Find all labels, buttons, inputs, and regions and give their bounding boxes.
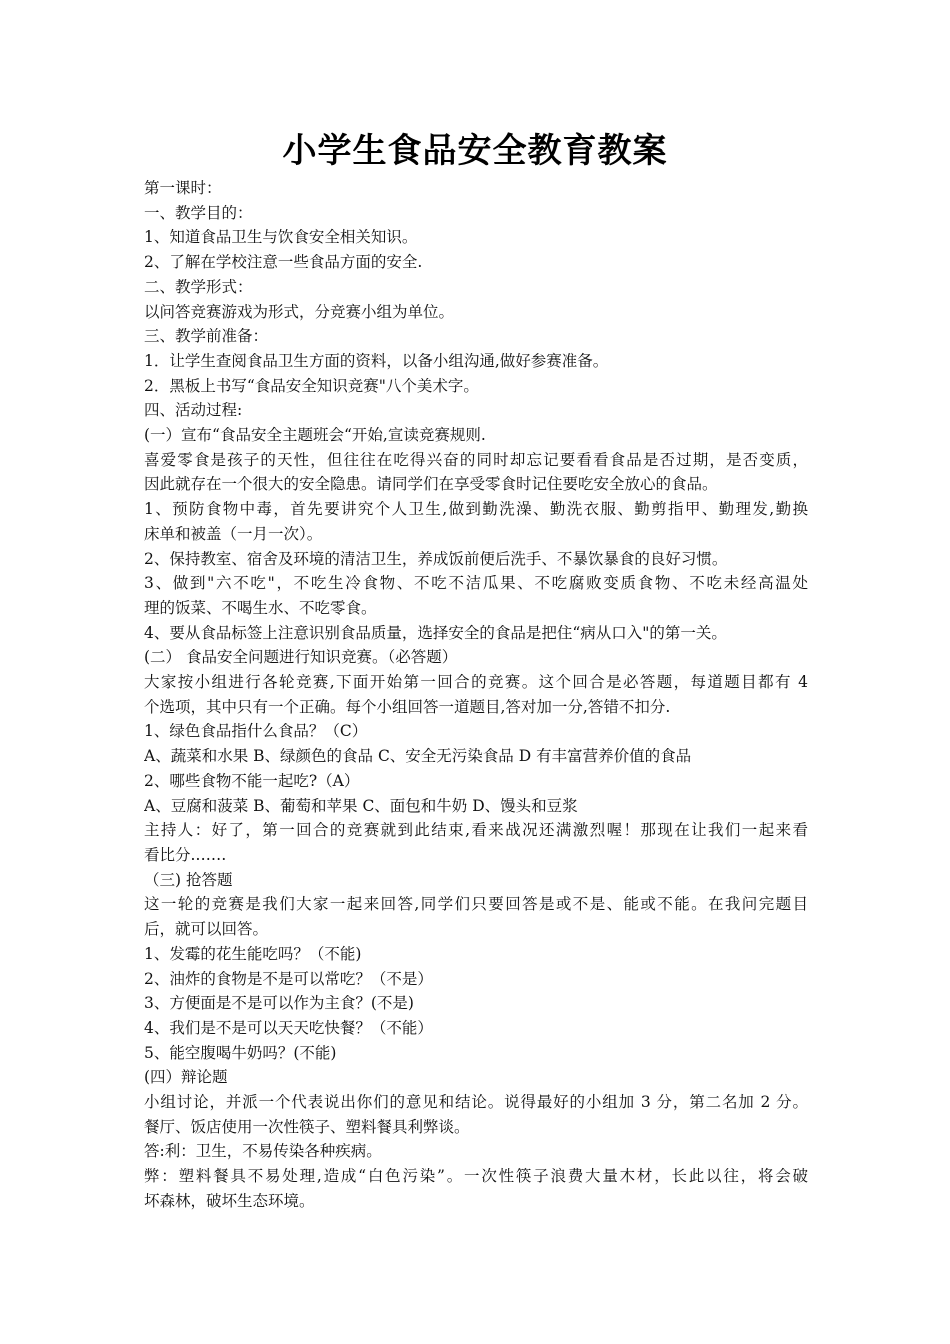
text-line: 后，就可以回答。 (144, 920, 269, 939)
text-line: 1、绿色食品指什么食品？（C） (144, 722, 368, 741)
text-line: 因此就存在一个很大的安全隐患。请同学们在享受零食时记住要吃安全放心的食品。 (144, 475, 718, 494)
document-body (144, 176, 808, 1214)
text-line: 答:利：卫生，不易传染各种疾病。 (144, 1142, 382, 1161)
text-line: 2、保持教室、宿舍及环境的清洁卫生，养成饭前便后洗手、不暴饮暴食的良好习惯。 (144, 549, 728, 568)
text-line: (一）宣布“食品安全主题班会“开始,宣读竞赛规则. (144, 426, 486, 445)
text-line: 坏森林，破坏生态环境。 (144, 1191, 315, 1210)
text-line: 看比分.…… (144, 845, 227, 864)
text-line: 主持人：好了，第一回合的竞赛就到此结束,看来战况还满激烈喔！那现在让我们一起来看 (144, 821, 808, 840)
text-line: 三、教学前准备： (144, 327, 269, 346)
text-line: 一、教学目的： (144, 203, 253, 222)
text-line: 四、活动过程: (144, 401, 243, 420)
text-line: （三) 抢答题 (144, 870, 233, 889)
text-line: 1、预防食物中毒，首先要讲究个人卫生,做到勤洗澡、勤洗衣服、勤剪指甲、勤理发,勤换 (144, 500, 808, 519)
text-line: 2、油炸的食物是不是可以常吃？（不是） (144, 969, 433, 988)
text-line: 个选项，其中只有一个正确。每个小组回答一道题目,答对加一分,答错不扣分. (144, 697, 671, 716)
text-line: 第一课时： (144, 179, 222, 197)
text-line: 1、知道食品卫生与饮食安全相关知识。 (144, 228, 418, 247)
text-line: 3、方便面是不是可以作为主食？(不是) (144, 994, 414, 1013)
text-line: 弊：塑料餐具不易处理,造成“白色污染”。一次性筷子浪费大量木材，长此以往，将会破 (144, 1167, 808, 1186)
text-line: 2、了解在学校注意一些食品方面的安全. (144, 253, 423, 272)
text-line: 4、要从食品标签上注意识别食品质量，选择安全的食品是把住“病从口入"的第一关。 (144, 623, 727, 642)
text-line: (四）辩论题 (144, 1068, 228, 1087)
text-line: 3、做到"六不吃"，不吃生冷食物、不吃不洁瓜果、不吃腐败变质食物、不吃未经高温处 (144, 574, 808, 593)
text-line: (二） 食品安全问题进行知识竞赛。（必答题） (144, 648, 458, 667)
text-line: 喜爱零食是孩子的天性，但往往在吃得兴奋的同时却忘记要看看食品是否过期，是否变质， (144, 450, 808, 469)
text-line: 1、发霉的花生能吃吗？（不能) (144, 944, 362, 963)
text-line: 以问答竞赛游戏为形式，分竞赛小组为单位。 (144, 302, 455, 321)
text-line: 小组讨论，并派一个代表说出你们的意见和结论。说得最好的小组加 3 分，第二名加 2 分。 (144, 1093, 808, 1112)
text-line: 二、教学形式： (144, 277, 253, 296)
text-line: A、豆腐和菠菜 B、葡萄和苹果 C、面包和牛奶 D、馒头和豆浆 (144, 796, 578, 815)
text-line: 5、能空腹喝牛奶吗？(不能) (144, 1043, 337, 1062)
text-line: 4、我们是不是可以天天吃快餐？（不能） (144, 1018, 433, 1037)
text-line: 1．让学生查阅食品卫生方面的资料，以备小组沟通,做好参赛准备。 (144, 351, 609, 370)
text-line: 大家按小组进行各轮竞赛,下面开始第一回合的竞赛。这个回合是必答题，每道题目都有 4 (144, 673, 808, 692)
text-line: 理的饭菜、不喝生水、不吃零食。 (144, 598, 377, 617)
text-line: 餐厅、饭店使用一次性筷子、塑料餐具利弊谈。 (144, 1117, 470, 1136)
text-line: 2、哪些食物不能一起吃?（A） (144, 771, 360, 790)
text-line: 这一轮的竞赛是我们大家一起来回答,同学们只要回答是或不是、能或不能。在我问完题目 (144, 895, 808, 914)
text-line: A、蔬菜和水果 B、绿颜色的食品 C、安全无污染食品 D 有丰富营养价值的食品 (144, 747, 692, 766)
document-title: 小学生食品安全教育教案 (282, 131, 668, 171)
text-line: 2．黑板上书写“食品安全知识竞赛"八个美术字。 (144, 376, 479, 395)
text-line: 床单和被盖（一月一次）。 (144, 524, 323, 543)
